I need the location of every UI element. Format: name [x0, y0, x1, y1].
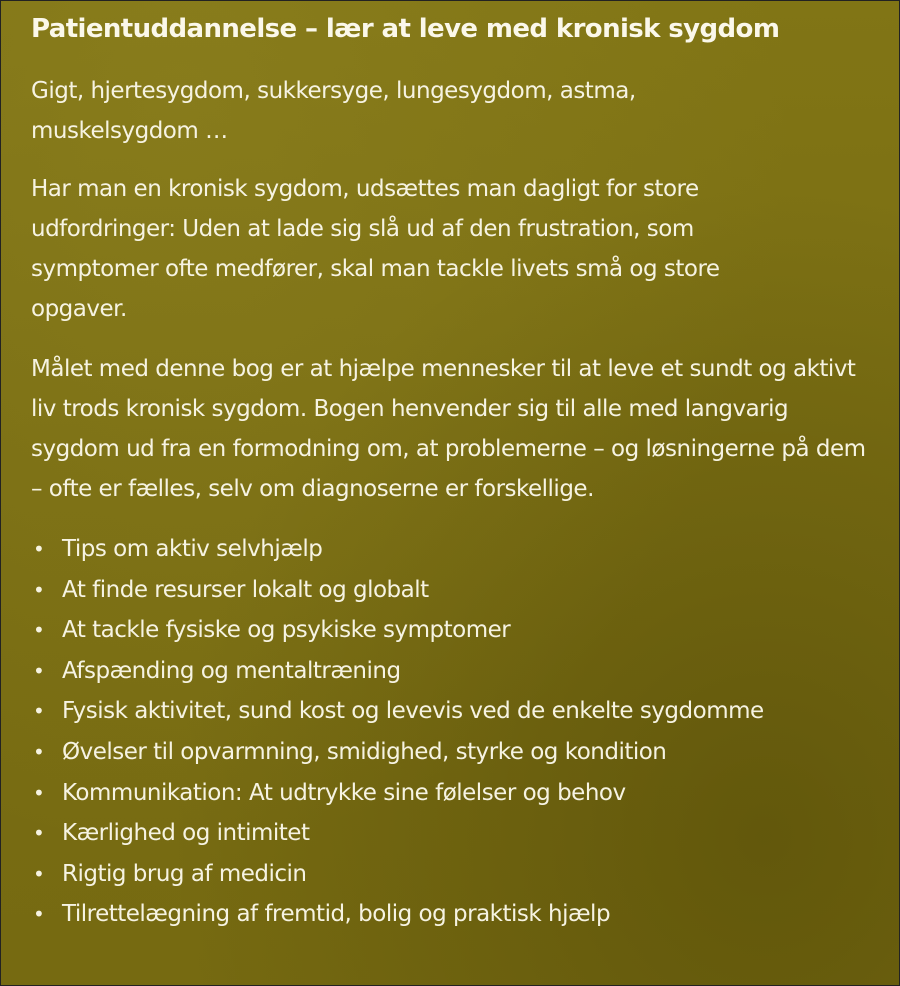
list-item-text: Fysisk aktivitet, sund kost og levevis ved de enkelte sygdomme	[62, 698, 764, 725]
bullet-icon: •	[33, 658, 45, 683]
list-item	[31, 691, 881, 732]
bullet-icon: •	[33, 861, 45, 886]
topics-list	[31, 529, 881, 935]
bullet-icon: •	[33, 739, 45, 764]
list-item-text: Tilrettelægning af fremtid, bolig og praktisk hjælp	[62, 901, 611, 928]
list-item	[31, 854, 881, 895]
list-item	[31, 651, 881, 692]
page-title: Patientuddannelse – lær at leve med kronisk sygdom	[31, 14, 780, 44]
bullet-icon: •	[33, 577, 45, 602]
list-item-text: Rigtig brug af medicin	[62, 860, 307, 887]
purpose-paragraph: Målet med denne bog er at hjælpe mennesker til at leve et sundt og aktivt liv trods kronisk sygdom. Bogen henvender sig til alle med langvarig sygdom ud fra en formodning om, at problemerne – og løsningerne på dem – ofte er fælles, selv om diagnoserne er forskellige.	[31, 356, 866, 502]
list-item-text: Kommunikation: At udtrykke sine følelser og behov	[62, 779, 626, 806]
cover-text	[31, 9, 881, 935]
list-item	[31, 894, 881, 935]
list-item-text: Kærlighed og intimitet	[62, 820, 310, 847]
bullet-icon: •	[33, 699, 45, 724]
list-item	[31, 529, 881, 570]
list-item	[31, 610, 881, 651]
bullet-icon: •	[33, 902, 45, 927]
list-item	[31, 732, 881, 773]
list-item-text: Afspænding og mentaltræning	[62, 657, 401, 684]
bullet-icon: •	[33, 780, 45, 805]
intro-diseases-paragraph: Gigt, hjertesygdom, sukkersyge, lungesygdom, astma, muskelsygdom …	[31, 78, 636, 144]
list-item-text: At tackle fysiske og psykiske symptomer	[62, 617, 511, 644]
list-item-text: Tips om aktiv selvhjælp	[62, 536, 323, 562]
bullet-icon: •	[33, 537, 45, 561]
list-item	[31, 570, 881, 611]
list-item	[31, 773, 881, 814]
list-item-text: Øvelser til opvarmning, smidighed, styrke og kondition	[62, 738, 667, 765]
list-item-text: At finde resurser lokalt og globalt	[62, 576, 429, 603]
bullet-icon: •	[33, 821, 45, 846]
bullet-icon: •	[33, 618, 45, 643]
list-item	[31, 813, 881, 854]
challenges-paragraph: Har man en kronisk sygdom, udsættes man dagligt for store udfordringer: Uden at lade sig slå ud af den frustration, som symptomer ofte medfører, skal man tackle livets små og store opgaver.	[31, 176, 720, 322]
